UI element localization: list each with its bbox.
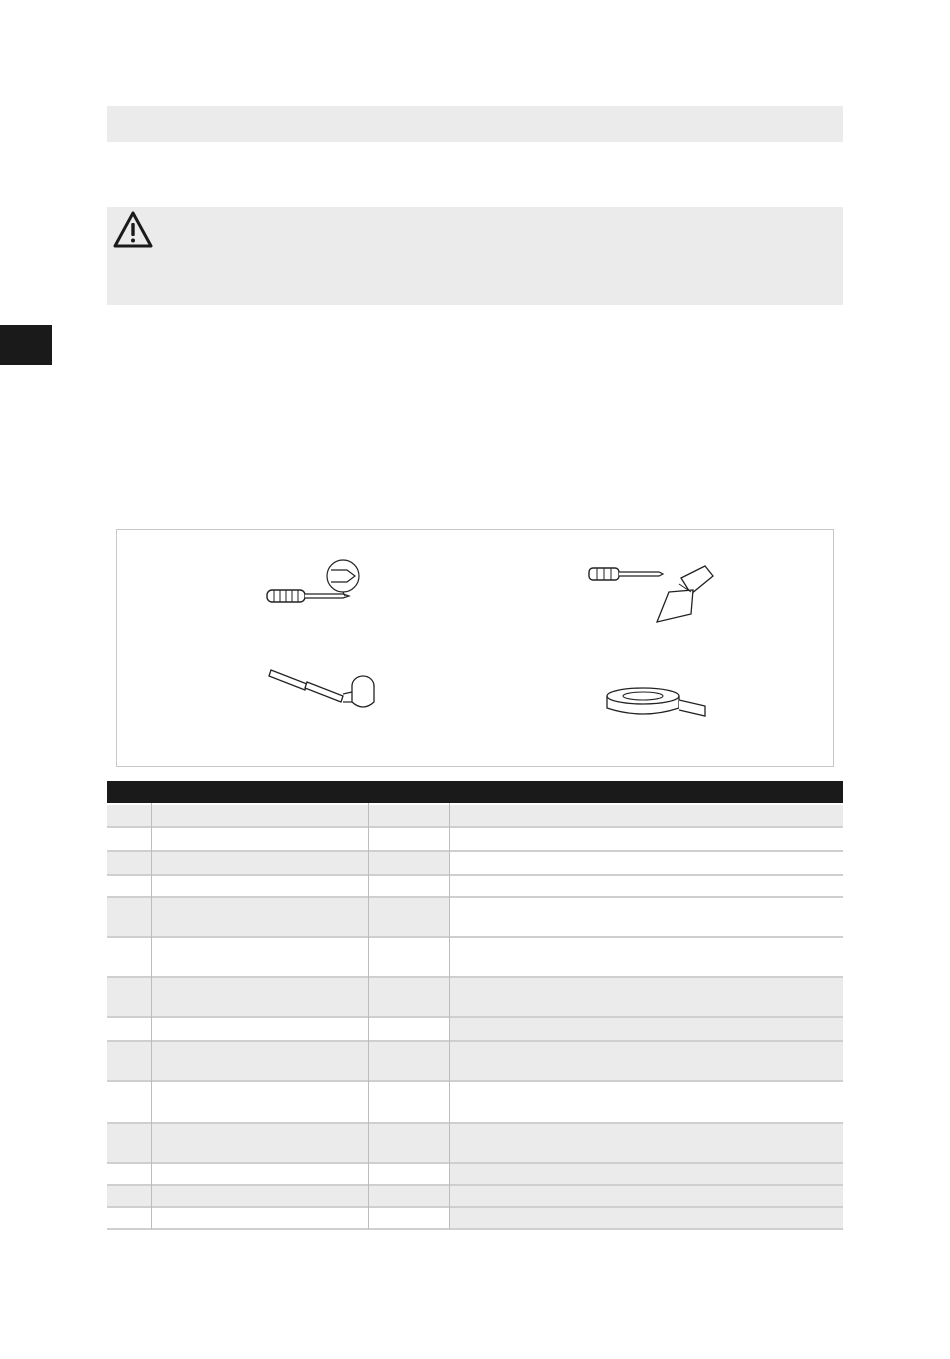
table-cell	[151, 937, 368, 977]
table-cell	[368, 875, 449, 897]
table-column-divider	[449, 803, 450, 1229]
table-cell	[368, 897, 449, 937]
table-cell-remarks	[449, 977, 843, 1041]
table-cell	[107, 1185, 151, 1207]
table-cell-remarks	[449, 805, 843, 827]
table-cell	[107, 851, 151, 875]
table-cell	[107, 1041, 151, 1081]
table-row-divider	[107, 1228, 843, 1230]
table-cell	[151, 1185, 368, 1207]
rubber-mallet-icon	[267, 662, 379, 714]
table-row-divider	[107, 874, 843, 876]
table-row-divider	[107, 1080, 843, 1082]
table-cell	[151, 1207, 368, 1229]
table-row-divider	[107, 1206, 843, 1208]
table-row-divider	[107, 936, 843, 938]
table-row-divider	[107, 976, 843, 978]
table-cell	[368, 937, 449, 977]
table-row-divider	[107, 896, 843, 898]
table-cell	[368, 1163, 449, 1185]
table-cell	[107, 1123, 151, 1163]
table-row-divider	[107, 1122, 843, 1124]
table-cell	[368, 851, 449, 875]
side-tab	[0, 325, 52, 365]
table-cell	[151, 827, 368, 851]
table-cell	[107, 1207, 151, 1229]
table-cell	[368, 977, 449, 1017]
table-cell	[368, 805, 449, 827]
table-header-row	[107, 781, 843, 803]
table-row-divider	[107, 826, 843, 828]
parts-table	[107, 781, 843, 1231]
section-header-bar	[107, 106, 843, 142]
table-row-divider	[107, 1040, 843, 1042]
table-cell-remarks	[449, 875, 843, 937]
table-cell	[151, 805, 368, 827]
table-row-divider	[107, 1016, 843, 1018]
table-cell	[151, 1017, 368, 1041]
table-cell	[107, 897, 151, 937]
parts-table-grid	[107, 781, 843, 1231]
table-cell	[368, 1041, 449, 1081]
warning-triangle-icon	[112, 210, 154, 250]
warning-box	[107, 207, 843, 305]
table-cell	[107, 1163, 151, 1185]
table-column-divider	[151, 803, 152, 1229]
table-cell	[368, 1081, 449, 1123]
table-cell	[107, 875, 151, 897]
table-cell	[107, 937, 151, 977]
table-cell	[368, 1123, 449, 1163]
table-cell	[107, 977, 151, 1017]
table-cell	[151, 875, 368, 897]
table-cell	[107, 1081, 151, 1123]
table-row-divider	[107, 1184, 843, 1186]
table-column-divider	[368, 803, 369, 1229]
table-cell	[151, 977, 368, 1017]
table-cell-remarks	[449, 1123, 843, 1229]
table-cell	[368, 1185, 449, 1207]
table-cell	[151, 1081, 368, 1123]
table-cell	[151, 851, 368, 875]
table-cell	[368, 1017, 449, 1041]
table-cell-remarks	[449, 937, 843, 977]
insulation-tape-icon	[605, 684, 713, 720]
table-cell	[151, 897, 368, 937]
table-cell	[151, 1041, 368, 1081]
table-cell-remarks	[449, 1081, 843, 1123]
table-row-divider	[107, 1162, 843, 1164]
flat-screwdriver-icon	[587, 560, 717, 626]
table-cell-remarks	[449, 1041, 843, 1081]
table-cell	[151, 1123, 368, 1163]
table-cell	[368, 827, 449, 851]
table-cell	[151, 1163, 368, 1185]
table-cell	[368, 1207, 449, 1229]
phillips-screwdriver-icon	[265, 554, 365, 610]
tools-illustration-frame	[116, 529, 834, 767]
table-cell	[107, 827, 151, 851]
table-row-divider	[107, 850, 843, 852]
table-cell	[107, 805, 151, 827]
table-cell	[107, 1017, 151, 1041]
